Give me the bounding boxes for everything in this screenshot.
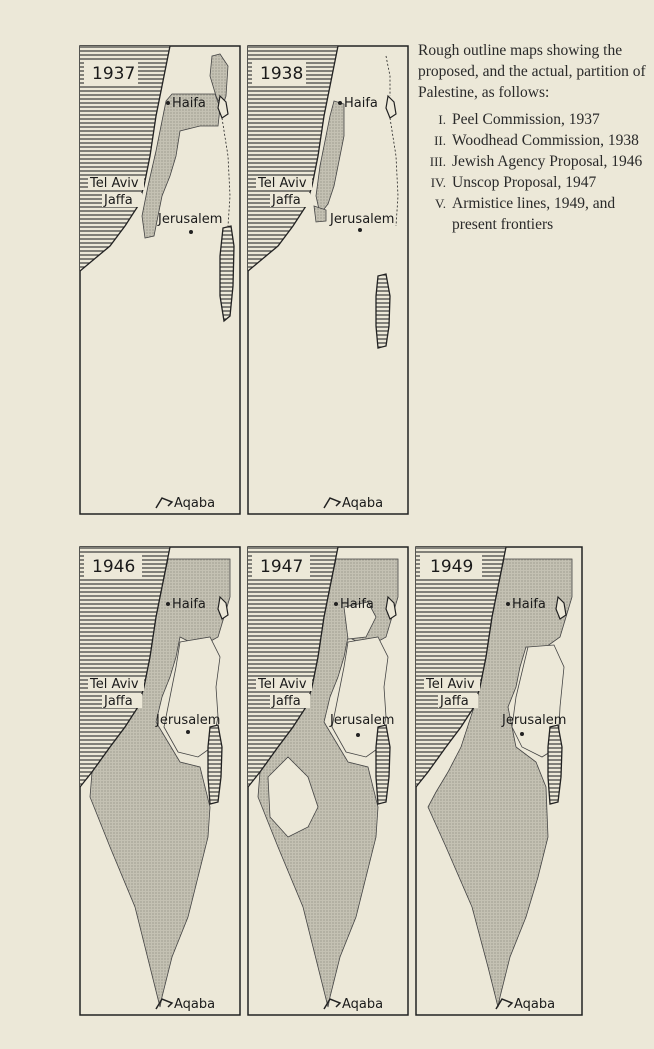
aqaba-label: Aqaba (174, 496, 216, 511)
dead-sea (376, 274, 390, 348)
haifa-label: Haifa (172, 96, 206, 111)
telaviv-label: Tel Aviv (426, 677, 475, 692)
haifa-marker (166, 602, 170, 606)
legend-text: Jewish Agency Proposal, 1946 (452, 153, 643, 170)
legend-item (418, 109, 648, 130)
telaviv-label: Tel Aviv (258, 677, 307, 692)
legend-list (418, 109, 648, 235)
map-1938 (248, 46, 408, 514)
year-label: 1937 (92, 64, 136, 84)
legend-text: Unscop Proposal, 1947 (452, 174, 597, 191)
map-1947 (248, 547, 408, 1015)
jerusalem-marker (358, 228, 362, 232)
map-caption (418, 40, 648, 235)
haifa-label: Haifa (340, 597, 374, 612)
legend-item (418, 151, 648, 172)
jerusalem-marker (520, 732, 524, 736)
jerusalem-marker (186, 730, 190, 734)
jaffa-label: Jaffa (272, 193, 301, 208)
jaffa-label: Jaffa (272, 694, 301, 709)
map-1937 (80, 46, 240, 514)
telaviv-label: Tel Aviv (90, 677, 139, 692)
jaffa-label: Jaffa (440, 694, 469, 709)
haifa-marker (166, 101, 170, 105)
haifa-marker (334, 602, 338, 606)
year-label: 1947 (260, 557, 304, 577)
jerusalem-label: Jerusalem (330, 212, 395, 227)
haifa-marker (506, 602, 510, 606)
map-1949 (416, 547, 582, 1015)
legend-item (418, 172, 648, 193)
telaviv-label: Tel Aviv (258, 176, 307, 191)
legend-text: Peel Commission, 1937 (452, 111, 600, 128)
aqaba-label: Aqaba (514, 997, 556, 1012)
jerusalem-label: Jerusalem (158, 212, 223, 227)
legend-item (418, 130, 648, 151)
map-1946 (80, 547, 240, 1015)
aqaba-label: Aqaba (342, 496, 384, 511)
aqaba-label: Aqaba (174, 997, 216, 1012)
jerusalem-marker (189, 230, 193, 234)
jerusalem-label: Jerusalem (156, 713, 221, 728)
legend-number: II. (434, 133, 446, 148)
legend-number: V. (435, 196, 446, 211)
jerusalem-marker (356, 733, 360, 737)
legend-text: Woodhead Commission, 1938 (452, 132, 639, 149)
legend-item (418, 193, 648, 235)
jaffa-label: Jaffa (104, 193, 133, 208)
year-label: 1949 (430, 557, 474, 577)
jaffa-label: Jaffa (104, 694, 133, 709)
legend-number: IV. (430, 175, 446, 190)
jerusalem-label: Jerusalem (502, 713, 567, 728)
haifa-marker (338, 101, 342, 105)
legend-number: III. (429, 154, 446, 169)
year-label: 1938 (260, 64, 304, 84)
legend-text: Armistice lines, 1949, and present frontiers (452, 195, 616, 233)
year-label: 1946 (92, 557, 136, 577)
aqaba-label: Aqaba (342, 997, 384, 1012)
jerusalem-label: Jerusalem (330, 713, 395, 728)
haifa-label: Haifa (512, 597, 546, 612)
caption-intro: Rough outline maps showing the proposed, and the actual, partition of Palestine, as follows: (418, 42, 646, 101)
telaviv-label: Tel Aviv (90, 176, 139, 191)
legend-number: I. (438, 112, 446, 127)
haifa-label: Haifa (172, 597, 206, 612)
haifa-label: Haifa (344, 96, 378, 111)
